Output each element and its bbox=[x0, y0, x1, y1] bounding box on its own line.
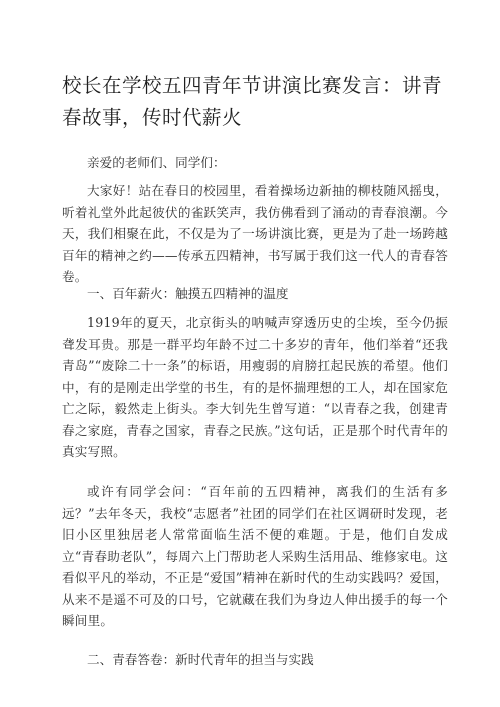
paragraph-volunteer bbox=[62, 481, 448, 632]
paragraph-history bbox=[62, 312, 448, 463]
paragraph-intro bbox=[62, 180, 448, 288]
section-heading-1-text: 一、百年薪火：触摸五四精神的温度 bbox=[87, 286, 289, 301]
greeting bbox=[62, 152, 448, 174]
section-heading-2 bbox=[62, 649, 448, 671]
section-heading-2-text: 二、青春答卷：新时代青年的担当与实践 bbox=[87, 652, 314, 667]
section-heading-1 bbox=[62, 283, 448, 305]
paragraph-intro-text: 大家好！站在春日的校园里，看着操场边新抽的柳枝随风摇曳，听着礼堂外此起彼伏的雀跃笑声，我仿佛看到了涌动的青春浪潮。今天，我们相聚在此，不仅是为了一场讲演比赛，更是为了赴一场跨越百年的精神之约——传承五四精神，书写属于我们这一代人的青春答卷。 bbox=[62, 183, 448, 284]
greeting-text: 亲爱的老师们、同学们： bbox=[87, 155, 226, 170]
document-title: 校长在学校五四青年节讲演比赛发言：讲青春故事，传时代薪火 bbox=[62, 74, 443, 129]
paragraph-history-text: 1919年的夏天，北京街头的呐喊声穿透历史的尘埃，至今仍振聋发耳贵。那是一群平均年龄不过二十多岁的青年，他们举着“还我青岛”“废除二十一条”的标语，用瘦弱的肩膀扛起民族的希望。他们中，有的是刚走出学堂的书生，有的是怀揣理想的工人，却在国家危亡之际，毅然走上街头。李大钊先生曾写道：“以青春之我，创建青春之家庭，青春之国家，青春之民族。”这句话，正是那个时代青年的真实写照。 bbox=[62, 315, 448, 459]
paragraph-volunteer-text: 或许有同学会问：“百年前的五四精神，离我们的生活有多远？”去年冬天，我校“志愿者”社团的同学们在社区调研时发现，老旧小区里独居老人常常面临生活不便的难题。于是，他们自发成立“青春助老队”，每周六上门帮助老人采购生活用品、维修家电。这看似平凡的举动，不正是“爱国”精神在新时代的生动实践吗？爱国，从来不是遥不可及的口号，它就藏在我们为身边人伸出援手的每一个瞬间里。 bbox=[62, 484, 448, 628]
